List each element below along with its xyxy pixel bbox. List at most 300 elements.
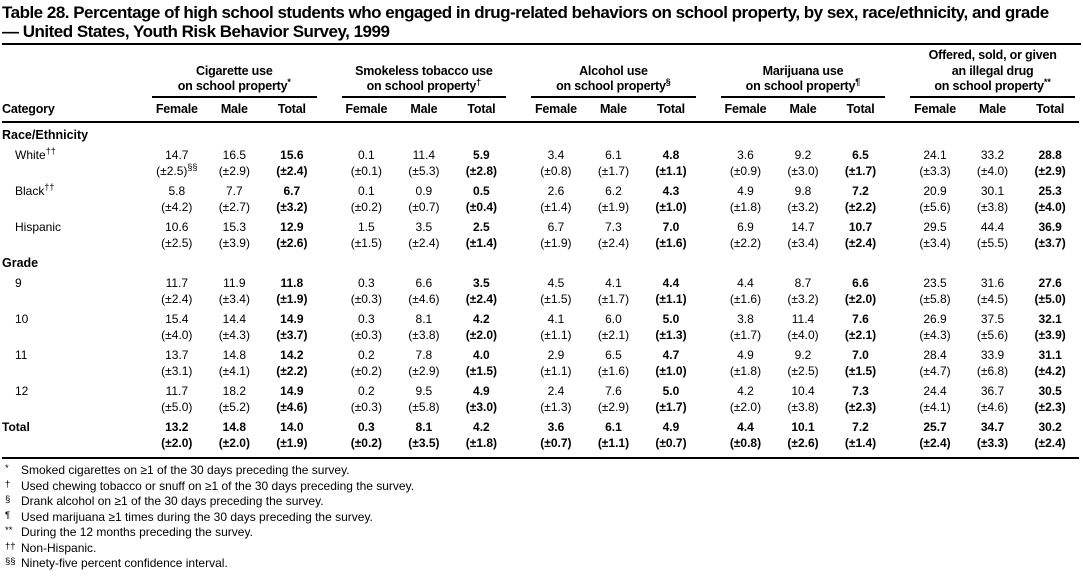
confidence-interval: (±1.3) <box>540 399 572 414</box>
value: 5.0 <box>662 312 680 327</box>
confidence-interval: (±1.8) <box>465 435 498 450</box>
value-cell <box>832 215 890 251</box>
value: 30.2 <box>1038 420 1062 435</box>
column-gap <box>321 143 338 179</box>
value-cell <box>585 179 643 215</box>
value-cell <box>338 307 396 343</box>
value: 6.9 <box>737 220 754 235</box>
confidence-interval: (±2.3) <box>1034 399 1066 414</box>
value: 32.1 <box>1038 312 1062 327</box>
value: 2.5 <box>473 220 490 235</box>
value: 14.9 <box>280 312 304 327</box>
value-cell <box>964 179 1022 215</box>
value-cell <box>453 271 511 307</box>
confidence-interval: (±5.8) <box>919 291 951 306</box>
column-gap <box>889 271 906 307</box>
value-cell <box>206 307 264 343</box>
confidence-interval: (±2.9) <box>1034 163 1066 178</box>
column-gap <box>889 379 906 415</box>
value: 0.1 <box>358 184 375 199</box>
value-cell <box>395 271 453 307</box>
confidence-interval: (±1.5) <box>465 363 498 378</box>
value-cell <box>906 343 964 379</box>
value: 14.0 <box>280 420 304 435</box>
column-header-male: Male <box>585 98 643 122</box>
confidence-interval: (±0.1) <box>350 163 382 178</box>
confidence-interval: (±0.2) <box>350 435 382 450</box>
value: 4.4 <box>662 276 680 291</box>
value-cell <box>263 215 321 251</box>
column-gap <box>889 179 906 215</box>
confidence-interval: (±2.0) <box>465 327 498 342</box>
value: 8.1 <box>415 420 433 435</box>
value: 34.7 <box>980 420 1005 435</box>
value-cell <box>148 307 206 343</box>
confidence-interval: (±0.7) <box>408 199 440 214</box>
value-cell <box>527 143 585 179</box>
value-cell <box>774 215 832 251</box>
value: 37.5 <box>980 312 1005 327</box>
table-row <box>2 415 1079 458</box>
confidence-interval: (±1.6) <box>597 363 630 378</box>
column-gap <box>510 215 527 251</box>
value: 4.9 <box>662 420 680 435</box>
value-cell <box>585 343 643 379</box>
value: 0.2 <box>358 348 375 363</box>
value: 9.5 <box>415 384 433 399</box>
footnotes <box>2 459 1081 572</box>
confidence-interval: (±3.2) <box>276 199 308 214</box>
column-gap <box>889 143 906 179</box>
confidence-interval: (±0.3) <box>350 291 382 306</box>
group-header-label: Offered, sold, or given an illegal drug on school property** <box>910 48 1075 98</box>
value-cell <box>206 343 264 379</box>
value-cell <box>717 143 775 179</box>
value: 5.0 <box>662 384 680 399</box>
value-cell <box>527 415 585 458</box>
value: 4.4 <box>737 276 754 291</box>
confidence-interval: (±2.0) <box>218 435 250 450</box>
row-label: 11 <box>15 348 28 363</box>
value: 14.7 <box>791 220 815 235</box>
value: 25.7 <box>923 420 947 435</box>
value-cell <box>832 415 890 458</box>
column-header-male: Male <box>964 98 1022 122</box>
value-cell <box>1021 379 1079 415</box>
value: 0.2 <box>358 384 375 399</box>
value: 2.9 <box>547 348 565 363</box>
value: 11.7 <box>165 276 189 291</box>
value-cell <box>395 379 453 415</box>
value: 4.9 <box>737 184 754 199</box>
footnote <box>3 510 1081 526</box>
value: 31.6 <box>980 276 1005 291</box>
confidence-interval: (±1.7) <box>844 163 877 178</box>
value: 3.6 <box>547 420 565 435</box>
confidence-interval: (±1.7) <box>655 399 687 414</box>
value-cell <box>906 271 964 307</box>
row-label: Hispanic <box>15 220 62 235</box>
group-header-label: Smokeless tobacco use on school property† <box>342 64 507 99</box>
value: 13.2 <box>165 420 189 435</box>
value: 11.4 <box>412 148 436 163</box>
group-header-illegal-drug-offer <box>906 48 1079 98</box>
value: 4.3 <box>662 184 680 199</box>
value: 18.2 <box>222 384 246 399</box>
value-cell <box>338 143 396 179</box>
value-cell <box>527 215 585 251</box>
column-gap <box>700 179 717 215</box>
confidence-interval: (±4.5) <box>976 291 1009 306</box>
value: 4.7 <box>662 348 680 363</box>
confidence-interval: (±2.8) <box>465 163 498 178</box>
section-label: Grade <box>2 256 39 271</box>
footnote-marker: ** <box>1043 76 1051 87</box>
footnote-text: Smoked cigarettes on ≥1 of the 30 days preceding the survey. <box>21 463 350 478</box>
footnote-marker: †† <box>44 182 55 193</box>
confidence-interval: (±5.0) <box>161 399 193 414</box>
row-label: White†† <box>15 146 56 163</box>
value: 7.2 <box>852 420 869 435</box>
confidence-interval: (±4.2) <box>1034 363 1066 378</box>
value: 0.9 <box>415 184 433 199</box>
confidence-interval: (±4.2) <box>161 199 193 214</box>
footnote-text: Non-Hispanic. <box>21 540 97 555</box>
value-cell <box>148 179 206 215</box>
value-cell <box>774 415 832 458</box>
value: 6.1 <box>605 148 622 163</box>
value: 3.5 <box>415 220 433 235</box>
value: 2.6 <box>547 184 565 199</box>
confidence-interval: (±2.5) <box>161 235 193 250</box>
column-gap <box>700 415 717 458</box>
confidence-interval: (±3.8) <box>976 199 1009 214</box>
confidence-interval: (±2.5) <box>787 363 819 378</box>
value: 24.4 <box>923 384 947 399</box>
value-cell <box>585 215 643 251</box>
footnote <box>3 494 1081 510</box>
footnote-marker: †† <box>5 540 16 552</box>
value: 6.7 <box>283 184 301 199</box>
value: 14.7 <box>165 148 189 163</box>
value: 3.6 <box>737 148 754 163</box>
column-gap <box>321 179 338 215</box>
group-header-alcohol-use <box>527 48 700 98</box>
confidence-interval: (±1.1) <box>540 327 572 342</box>
value-cell <box>453 415 511 458</box>
confidence-interval: (±0.2) <box>350 363 382 378</box>
value-cell <box>585 143 643 179</box>
value-cell <box>395 143 453 179</box>
value: 6.7 <box>547 220 565 235</box>
value: 15.6 <box>280 148 304 163</box>
column-header-female: Female <box>906 98 964 122</box>
value-cell <box>642 415 700 458</box>
column-gap <box>510 271 527 307</box>
column-header-female: Female <box>148 98 206 122</box>
column-gap <box>889 343 906 379</box>
value: 3.5 <box>473 276 490 291</box>
value-cell <box>832 307 890 343</box>
column-header-female: Female <box>717 98 775 122</box>
value: 14.2 <box>280 348 304 363</box>
row-label: Total <box>2 415 148 458</box>
column-header-total: Total <box>453 98 511 122</box>
value: 25.3 <box>1038 184 1062 199</box>
column-gap <box>510 143 527 179</box>
value: 26.9 <box>923 312 947 327</box>
table-row <box>2 379 1079 415</box>
value-cell <box>395 179 453 215</box>
column-gap <box>889 98 906 122</box>
confidence-interval: (±2.4) <box>1034 435 1066 450</box>
column-gap <box>510 307 527 343</box>
column-gap <box>700 215 717 251</box>
value: 4.2 <box>473 420 490 435</box>
value-cell <box>453 343 511 379</box>
column-gap <box>700 98 717 122</box>
confidence-interval: (±3.0) <box>465 399 498 414</box>
confidence-interval: (±4.3) <box>919 327 951 342</box>
value-cell <box>774 379 832 415</box>
value-cell <box>774 343 832 379</box>
footnote-marker: ¶ <box>855 76 861 87</box>
confidence-interval: (±4.1) <box>919 399 951 414</box>
value-cell <box>774 179 832 215</box>
column-header-total: Total <box>263 98 321 122</box>
confidence-interval: (±2.4) <box>919 435 951 450</box>
confidence-interval: (±0.8) <box>729 435 762 450</box>
value-cell <box>527 179 585 215</box>
confidence-interval: (±4.1) <box>218 363 250 378</box>
value: 0.3 <box>358 312 375 327</box>
section-label: Race/Ethnicity <box>2 128 89 143</box>
value-cell <box>717 215 775 251</box>
value: 6.5 <box>852 148 869 163</box>
confidence-interval: (±3.8) <box>408 327 440 342</box>
value: 0.5 <box>473 184 490 199</box>
value: 1.5 <box>358 220 375 235</box>
value-cell <box>774 271 832 307</box>
value: 4.1 <box>605 276 622 291</box>
confidence-interval: (±2.3) <box>844 399 877 414</box>
value-cell <box>585 379 643 415</box>
value: 28.4 <box>923 348 947 363</box>
value: 3.8 <box>737 312 754 327</box>
value-cell <box>832 179 890 215</box>
value: 4.5 <box>547 276 565 291</box>
table-row <box>2 343 1079 379</box>
value-cell <box>585 415 643 458</box>
value: 36.9 <box>1038 220 1062 235</box>
value: 10.7 <box>848 220 873 235</box>
confidence-interval: (±1.7) <box>597 163 630 178</box>
confidence-interval: (±1.1) <box>655 163 687 178</box>
confidence-interval: (±0.8) <box>540 163 572 178</box>
column-gap <box>321 271 338 307</box>
row-label: 12 <box>15 384 29 399</box>
column-gap <box>700 379 717 415</box>
footnote-marker: §§ <box>187 161 198 172</box>
footnote-marker: § <box>5 494 11 506</box>
group-header-label: Alcohol use on school property§ <box>531 64 696 99</box>
value: 4.2 <box>737 384 754 399</box>
confidence-interval: (±1.5) <box>540 291 572 306</box>
confidence-interval: (±1.9) <box>276 291 308 306</box>
table-row <box>2 215 1079 251</box>
value-cell <box>206 379 264 415</box>
value-cell <box>774 143 832 179</box>
value-cell <box>263 179 321 215</box>
value: 27.6 <box>1038 276 1062 291</box>
category-column-label: Category <box>2 98 148 122</box>
group-header-label: Marijuana use on school property¶ <box>721 64 886 99</box>
confidence-interval: (±5.2) <box>218 399 250 414</box>
confidence-interval: (±2.6) <box>276 235 308 250</box>
value-cell <box>906 215 964 251</box>
footnote-text: During the 12 months preceding the survey. <box>21 525 253 540</box>
confidence-interval: (±2.9) <box>408 363 440 378</box>
confidence-interval: (±3.4) <box>218 291 250 306</box>
value: 8.7 <box>794 276 812 291</box>
confidence-interval: (±1.8) <box>729 363 762 378</box>
footnote-text: Used marijuana ≥1 times during the 30 days preceding the survey. <box>21 509 373 524</box>
confidence-interval: (±2.4) <box>408 235 440 250</box>
value-cell <box>148 415 206 458</box>
confidence-interval: (±4.6) <box>276 399 308 414</box>
confidence-interval: (±1.3) <box>655 327 687 342</box>
value: 11.4 <box>791 312 815 327</box>
value: 4.8 <box>662 148 680 163</box>
value-cell <box>717 179 775 215</box>
confidence-interval: (±0.3) <box>350 327 382 342</box>
confidence-interval: (±5.3) <box>408 163 440 178</box>
value: 4.1 <box>547 312 565 327</box>
value: 14.4 <box>222 312 246 327</box>
group-header-cigarette-use <box>148 48 321 98</box>
confidence-interval: (±2.0) <box>729 399 762 414</box>
value-cell <box>148 343 206 379</box>
column-header-male: Male <box>395 98 453 122</box>
value: 44.4 <box>980 220 1005 235</box>
value: 14.8 <box>222 420 246 435</box>
value: 33.2 <box>980 148 1005 163</box>
value-cell <box>1021 143 1079 179</box>
footnote <box>3 541 1081 557</box>
value-cell <box>906 379 964 415</box>
confidence-interval: (±2.2) <box>729 235 762 250</box>
confidence-interval: (±2.4) <box>161 291 193 306</box>
value: 7.7 <box>225 184 243 199</box>
value: 33.9 <box>980 348 1005 363</box>
value: 7.6 <box>605 384 622 399</box>
value-cell <box>642 307 700 343</box>
confidence-interval: (±1.4) <box>540 199 572 214</box>
value-cell <box>453 379 511 415</box>
table-header <box>2 48 1079 122</box>
column-gap <box>889 48 906 98</box>
category-header-spacer <box>2 48 148 98</box>
value-cell <box>338 379 396 415</box>
value-cell <box>206 271 264 307</box>
confidence-interval: (±5.8) <box>408 399 440 414</box>
column-header-total: Total <box>1021 98 1079 122</box>
footnote-text: Drank alcohol on ≥1 of the 30 days preceding the survey. <box>21 494 324 509</box>
column-gap <box>321 343 338 379</box>
value-cell <box>964 343 1022 379</box>
value-cell <box>148 379 206 415</box>
value-cell <box>263 143 321 179</box>
column-gap <box>510 98 527 122</box>
column-gap <box>889 307 906 343</box>
value-cell <box>527 343 585 379</box>
value-cell <box>585 307 643 343</box>
value: 10.4 <box>791 384 815 399</box>
value-cell <box>338 215 396 251</box>
confidence-interval: (±1.9) <box>276 435 308 450</box>
confidence-interval: (±3.9) <box>218 235 250 250</box>
value: 14.9 <box>280 384 304 399</box>
confidence-interval: (±1.6) <box>729 291 762 306</box>
confidence-interval: (±3.4) <box>919 235 951 250</box>
sub-header-row <box>2 98 1079 122</box>
column-gap <box>700 271 717 307</box>
value-cell <box>206 179 264 215</box>
confidence-interval: (±5.0) <box>1034 291 1066 306</box>
value: 30.1 <box>980 184 1005 199</box>
value: 0.3 <box>358 420 375 435</box>
value: 11.7 <box>165 384 189 399</box>
value-cell <box>338 415 396 458</box>
column-gap <box>700 48 717 98</box>
confidence-interval: (±2.2) <box>276 363 308 378</box>
footnote-marker: † <box>476 76 482 87</box>
confidence-interval: (±2.4) <box>844 235 877 250</box>
confidence-interval: (±5.6) <box>976 327 1009 342</box>
confidence-interval: (±1.8) <box>729 199 762 214</box>
value-cell <box>395 415 453 458</box>
value-cell <box>263 343 321 379</box>
footnote <box>3 479 1081 495</box>
value-cell <box>832 271 890 307</box>
column-gap <box>510 343 527 379</box>
value: 10.1 <box>791 420 815 435</box>
value: 9.8 <box>794 184 812 199</box>
confidence-interval: (±1.7) <box>597 291 630 306</box>
section-row <box>2 122 1079 143</box>
value: 7.3 <box>852 384 869 399</box>
value: 7.0 <box>852 348 869 363</box>
footnote <box>3 556 1081 572</box>
row-label: Black†† <box>15 182 55 199</box>
value-cell <box>717 271 775 307</box>
group-header-smokeless-tobacco-use <box>338 48 511 98</box>
value: 4.4 <box>737 420 754 435</box>
column-gap <box>321 98 338 122</box>
confidence-interval: (±0.7) <box>540 435 572 450</box>
confidence-interval: (±3.3) <box>976 435 1009 450</box>
value-cell <box>832 343 890 379</box>
value: 11.8 <box>280 276 304 291</box>
value: 7.2 <box>852 184 869 199</box>
value: 15.3 <box>222 220 246 235</box>
value: 10.6 <box>165 220 189 235</box>
value-cell <box>964 379 1022 415</box>
column-header-total: Total <box>642 98 700 122</box>
confidence-interval: (±1.1) <box>655 291 687 306</box>
value: 6.5 <box>605 348 622 363</box>
confidence-interval: (±1.5) <box>844 363 877 378</box>
